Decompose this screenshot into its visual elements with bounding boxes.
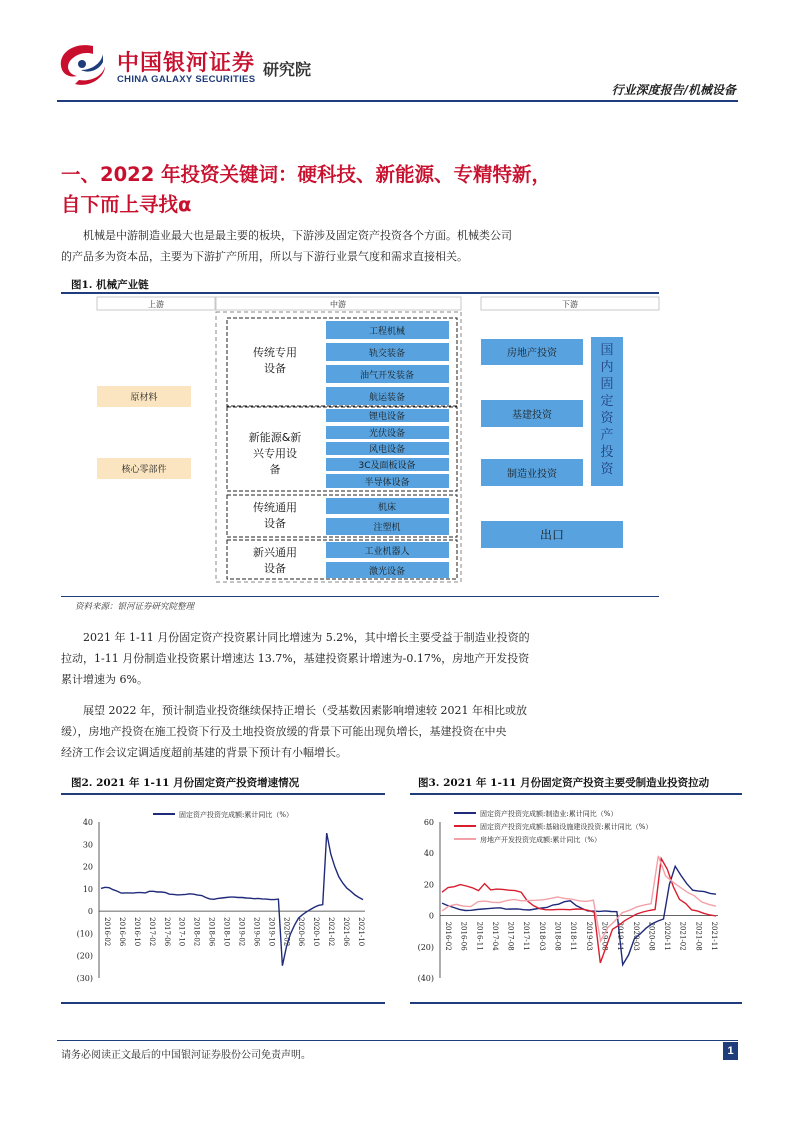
group-new-energy-name-l1: 新能源&新	[248, 431, 302, 444]
svg-text:激光设备: 激光设备	[368, 567, 406, 577]
svg-text:国: 国	[600, 343, 614, 358]
figure1-source: 资料来源：银河证券研究院整理	[75, 602, 195, 612]
downstream-real-estate-label: 房地产投资	[507, 348, 557, 359]
upstream-item-raw-materials-label: 原材料	[130, 393, 158, 403]
fai-paragraph	[61, 627, 601, 690]
group-traditional-general-items	[326, 498, 449, 535]
svg-text:工程机械: 工程机械	[368, 327, 406, 337]
y-tick-label: (20)	[417, 942, 434, 952]
group-traditional-special-name-l1: 传统专用	[253, 346, 297, 359]
y-tick-label: (20)	[76, 951, 93, 961]
x-tick-label: 2021-06	[342, 917, 351, 947]
group-emerging-general-items	[326, 542, 449, 578]
group-traditional-general-name-l1: 传统通用	[253, 501, 297, 514]
group-traditional-general-name-l2: 设备	[264, 517, 286, 530]
x-tick-label: 2018-02	[192, 917, 201, 947]
x-tick-label: 2016-11	[475, 921, 484, 951]
x-tick-label: 2018-10	[222, 917, 231, 947]
x-tick-label: 2019-08	[600, 921, 609, 951]
downstream-infrastructure-label: 基建投资	[512, 410, 552, 421]
section-title-line2: 自下而上寻找α	[61, 193, 192, 216]
svg-text:工业机器人: 工业机器人	[364, 547, 410, 557]
outlook-line-3: 经济工作会议定调适度超前基建的背景下预计有小幅增长。	[61, 746, 347, 759]
x-tick-label: 2021-02	[327, 917, 336, 947]
x-tick-label: 2017-02	[147, 917, 156, 947]
header-rule	[57, 100, 738, 102]
group-new-energy-name-l3: 备	[269, 463, 281, 476]
company-name-en: CHINA GALAXY SECURITIES	[117, 74, 256, 85]
svg-text:油气开发装备: 油气开发装备	[359, 371, 415, 381]
figure1-bottom-rule	[61, 596, 659, 597]
downstream-header: 下游	[562, 300, 578, 309]
chart-fai-by-sector	[410, 796, 742, 1002]
y-tick-label: 60	[423, 818, 434, 827]
legend-label-0: 固定资产投资完成额:制造业:累计同比（%）	[480, 810, 618, 818]
fai-line-3: 累计增速为 6%。	[61, 673, 148, 686]
x-tick-label: 2021-08	[694, 921, 703, 951]
figure3-bottom-rule	[410, 1002, 742, 1004]
x-tick-label: 2021-02	[678, 921, 687, 951]
y-tick-label: 40	[423, 849, 434, 859]
y-tick-label: (30)	[76, 974, 93, 983]
x-tick-label: 2017-08	[506, 921, 515, 951]
y-tick-label: 10	[82, 884, 93, 894]
group-emerging-general-name-l1: 新兴通用	[253, 546, 297, 559]
fai-line-1: 2021 年 1-11 月份固定资产投资累计同比增速为 5.2%，其中增长主要受益于制造业投资的	[83, 631, 530, 644]
footer-disclaimer: 请务必阅读正文最后的中国银河证券股份公司免责声明。	[61, 1050, 311, 1061]
svg-text:产: 产	[600, 428, 614, 443]
outlook-paragraph	[61, 700, 601, 763]
y-tick-label: 20	[82, 862, 93, 872]
x-tick-label: 2018-08	[553, 921, 562, 951]
x-tick-label: 2021-11	[710, 921, 718, 951]
figure2-bottom-rule	[61, 1002, 385, 1004]
research-institute-label: 研究院	[263, 60, 312, 79]
x-tick-label: 2017-04	[490, 921, 499, 951]
svg-text:锂电设备: 锂电设备	[368, 412, 406, 422]
group-new-energy-items	[326, 409, 449, 488]
y-tick-label: 30	[82, 840, 93, 850]
figure3-title: 图3. 2021 年 1-11 月份固定资产投资主要受制造业投资拉动	[418, 777, 710, 789]
figure2-title: 图2. 2021 年 1-11 月份固定资产投资增速情况	[71, 777, 300, 789]
group-emerging-general-name-l2: 设备	[264, 562, 286, 575]
company-logo	[55, 40, 111, 88]
svg-text:3C及面板设备: 3C及面板设备	[358, 461, 416, 471]
svg-text:投: 投	[600, 445, 614, 460]
x-tick-label: 2020-06	[297, 917, 306, 947]
x-tick-label: 2016-02	[103, 917, 111, 947]
x-tick-label: 2019-02	[237, 917, 246, 947]
x-tick-label: 2019-03	[584, 921, 593, 951]
intro-line-2: 的产品多为资本品，主要为下游扩产所用，所以与下游行业景气度和需求直接相关。	[61, 250, 468, 263]
y-tick-label: 40	[82, 818, 93, 827]
x-tick-label: 2019-11	[616, 921, 625, 951]
x-tick-label: 2017-11	[522, 921, 531, 951]
x-tick-label: 2016-06	[117, 917, 126, 947]
svg-text:光伏设备: 光伏设备	[368, 429, 406, 439]
outlook-line-2: 缓），房地产投资在施工投资下行及土地投资放缓的背景下可能出现负增长，基建投资在中央	[61, 725, 507, 738]
y-tick-label: 0	[87, 907, 93, 917]
upstream-header: 上游	[148, 300, 164, 309]
x-tick-label: 2016-10	[132, 917, 141, 947]
report-type-label: 行业深度报告/机械设备	[611, 83, 736, 97]
galaxy-logo-icon	[55, 40, 111, 88]
svg-text:机床: 机床	[377, 503, 397, 513]
y-tick-label: (40)	[417, 974, 434, 983]
y-tick-label: 20	[423, 880, 434, 890]
svg-text:航运装备: 航运装备	[368, 393, 406, 403]
company-name-cn: 中国银河证券	[117, 51, 256, 76]
legend-label-2: 房地产开发投资完成额:累计同比（%）	[480, 836, 602, 844]
x-tick-label: 2020-03	[631, 921, 640, 951]
svg-text:资: 资	[600, 411, 614, 426]
x-tick-label: 2018-11	[569, 921, 578, 951]
x-tick-label: 2018-06	[207, 917, 216, 947]
page-number: 1	[723, 1042, 738, 1060]
x-tick-label: 2017-06	[162, 917, 171, 947]
svg-text:资: 资	[600, 462, 614, 477]
intro-paragraph	[61, 225, 601, 267]
intro-line-1: 机械是中游制造业最大也是最主要的板块，下游涉及固定资产投资各个方面。机械类公司	[83, 229, 512, 242]
x-tick-label: 2017-10	[177, 917, 186, 947]
group-traditional-special-name-l2: 设备	[264, 362, 286, 375]
x-tick-label: 2020-02	[282, 917, 291, 947]
x-tick-label: 2020-10	[312, 917, 321, 947]
svg-text:风电设备: 风电设备	[368, 445, 406, 455]
x-tick-label: 2021-10	[357, 917, 365, 947]
legend-label-1: 固定资产投资完成额:基础设施建设投资:累计同比（%）	[480, 823, 653, 831]
group-traditional-special-items	[326, 321, 449, 405]
figure3-top-rule	[410, 793, 742, 795]
group-new-energy-name-l2: 兴专用设	[253, 447, 297, 460]
figure2-top-rule	[61, 793, 385, 795]
x-tick-label: 2016-06	[459, 921, 468, 951]
x-tick-label: 2019-06	[252, 917, 261, 947]
midstream-header: 中游	[330, 300, 346, 309]
figure1-title: 图1. 机械产业链	[71, 279, 149, 291]
x-tick-label: 2016-02	[444, 921, 452, 951]
upstream-item-core-parts-label: 核心零部件	[121, 465, 167, 475]
chart-fai-growth	[61, 796, 385, 1002]
x-tick-label: 2018-03	[537, 921, 546, 951]
svg-text:固: 固	[600, 377, 614, 392]
section-title-line1: 一、2022 年投资关键词：硬科技、新能源、专精特新，	[61, 163, 552, 186]
svg-text:内: 内	[600, 360, 614, 375]
y-tick-label: 0	[428, 911, 434, 921]
downstream-export-label: 出口	[539, 528, 565, 542]
outlook-line-1: 展望 2022 年，预计制造业投资继续保持正增长（受基数因素影响增速较 2021 年相比或放	[83, 704, 527, 717]
fai-line-2: 拉动，1-11 月份制造业投资累计增速达 13.7%，基建投资累计增速为-0.17%，房地产开发投资	[61, 652, 530, 665]
svg-text:注塑机: 注塑机	[373, 523, 401, 533]
x-tick-label: 2019-10	[267, 917, 276, 947]
legend-label-0: 固定资产投资完成额:累计同比（%）	[179, 811, 294, 819]
svg-text:半导体设备: 半导体设备	[364, 478, 410, 488]
footer-rule	[57, 1040, 738, 1041]
downstream-manufacturing-label: 制造业投资	[507, 469, 557, 480]
industry-chain-diagram	[61, 294, 661, 596]
x-tick-label: 2020-11	[663, 921, 672, 951]
svg-text:定: 定	[600, 394, 614, 409]
y-tick-label: (10)	[76, 929, 93, 939]
section-title	[61, 160, 621, 220]
x-tick-label: 2020-08	[647, 921, 656, 951]
svg-text:轨交装备: 轨交装备	[368, 349, 406, 359]
